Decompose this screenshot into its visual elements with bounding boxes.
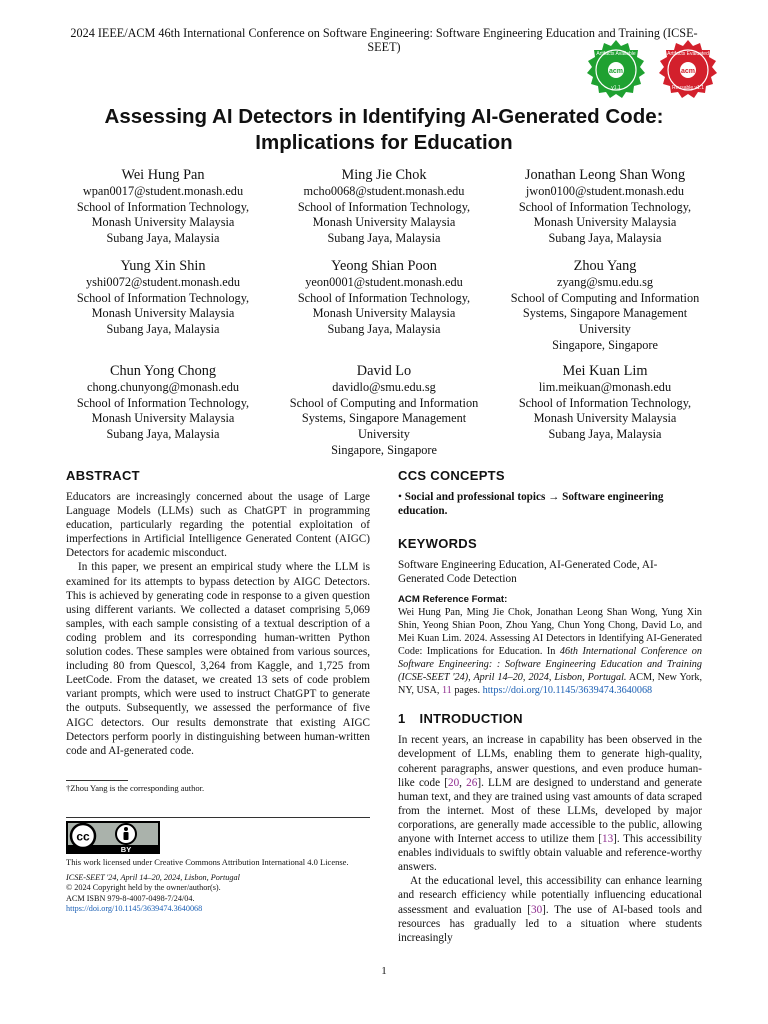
author-email: yeon0001@student.monash.edu	[305, 275, 463, 289]
author-affiliation: School of Information Technology,	[297, 199, 471, 214]
intro-text: ]. LLM are designed to understand and generate human text, and they are trained using vast amounts of data scraped from the internet. Most of these LLMs, developed by major corporations, are generally made accessible to the public, allowing anyone with Internet access to utilize them [	[398, 776, 703, 846]
cc-by-license-icon	[66, 821, 160, 854]
reference-pages-word: pages.	[451, 685, 481, 697]
section-title: INTRODUCTION	[419, 711, 523, 727]
author-name: Yung Xin Shin	[120, 258, 206, 274]
author-affiliation: Monash University Malaysia	[91, 411, 235, 426]
author-affiliation: Subang Jaya, Malaysia	[548, 427, 662, 442]
citation-link[interactable]: 30	[530, 903, 543, 916]
bullet: •	[398, 491, 402, 503]
artifact-badges	[584, 38, 728, 102]
author-name: Yeong Shian Poon	[331, 258, 437, 274]
author-affiliation: Monash University Malaysia	[533, 215, 677, 230]
venue-header: 2024 IEEE/ACM 46th International Conference on Software Engineering: Software Engineering Education and Training (ICSE-SEET)	[70, 26, 698, 54]
page-number: 1	[381, 965, 387, 977]
author-affiliation: Subang Jaya, Malaysia	[106, 231, 220, 246]
ccs-heading: CCS CONCEPTS	[398, 468, 505, 483]
license-statement: This work licensed under Creative Commons Attribution International 4.0 License.	[66, 857, 349, 867]
svg-text:BY: BY	[120, 845, 132, 854]
author-card	[498, 362, 712, 443]
intro-paragraph	[398, 733, 702, 874]
keywords-text: Software Engineering Education, AI-Generated Code, AI-Generated Code Detection	[398, 559, 658, 586]
artifacts-evaluated-badge	[656, 38, 720, 102]
right-column	[398, 468, 702, 945]
citation-link[interactable]: 20	[447, 776, 460, 789]
reference-doi-link[interactable]: https://doi.org/10.1145/3639474.3640068	[482, 685, 653, 697]
author-card	[277, 166, 491, 247]
author-affiliation: Monash University Malaysia	[533, 411, 677, 426]
abstract-heading: ABSTRACT	[66, 468, 140, 483]
conference-info: ICSE-SEET '24, April 14–20, 2024, Lisbon, Portugal	[66, 873, 240, 882]
author-card	[498, 166, 712, 247]
author-email: jwon0100@student.monash.edu	[525, 184, 685, 198]
author-card	[277, 362, 491, 459]
author-card	[498, 257, 712, 354]
author-affiliation: Systems, Singapore Management	[522, 306, 688, 321]
author-name: Zhou Yang	[573, 258, 637, 274]
ccs-text: Social and professional topics → Software engineering education.	[398, 491, 664, 518]
section-number: 1	[398, 711, 406, 727]
keywords-heading: KEYWORDS	[398, 536, 477, 552]
author-affiliation: Monash University Malaysia	[91, 306, 235, 321]
author-email: zyang@smu.edu.sg	[556, 275, 654, 289]
author-affiliation: School of Computing and Information	[510, 290, 700, 305]
abstract-paragraph: Educators are increasingly concerned about the usage of Large Language Models (LLMs) such as ChatGPT in programming education, particularly regarding the potential exploitation of imperfections in Artificial Intelligence Generated Content (AIGC) Detectors for academic misconduct.	[66, 491, 370, 560]
author-affiliation: School of Information Technology,	[76, 395, 250, 410]
author-affiliation: Systems, Singapore Management	[301, 411, 467, 426]
author-affiliation: School of Information Technology,	[76, 199, 250, 214]
author-affiliation: Monash University Malaysia	[312, 306, 456, 321]
author-affiliation: Subang Jaya, Malaysia	[106, 322, 220, 337]
svg-text:Reusable v1.1: Reusable v1.1	[672, 85, 704, 91]
intro-paragraph	[398, 874, 702, 944]
author-name: Chun Yong Chong	[109, 363, 217, 379]
abstract-paragraph: In this paper, we present an empirical study where the LLM is examined for its attempts to bypass detection by AIGC Detectors. This is achieved by generating code in response to a given question using different variants. We collected a dataset comprising 5,069 samples, with each sample consisting of a textual description of a coding problem and its corresponding human-written Python solution codes. These samples were obtained from various sources, including 80 from Quescol, 3,264 from Kaggle, and 1,725 from LeetCode. From the dataset, we created 13 sets of code problem variant prompts, which were used to instruct ChatGPT to generate the outputs. Subsequently, we assessed the performance of five AIGC detectors. Our results demonstrate that existing AIGC Detectors perform poorly in distinguishing between human-written code and AI-generated code.	[66, 561, 370, 757]
author-card	[56, 362, 270, 443]
reference-venue: 46th International Conference on Software Engineering: : Software Engineering Education and Training (ICSE-SEET '24), April 14–20, 2024, Lisbon, Portugal.	[398, 646, 702, 684]
svg-text:cc: cc	[76, 829, 90, 844]
svg-text:v1.1: v1.1	[611, 85, 621, 91]
copyright-line: © 2024 Copyright held by the owner/author(s).	[66, 883, 221, 893]
corresponding-author-footnote: †Zhou Yang is the corresponding author.	[66, 783, 205, 793]
footnote-divider	[66, 780, 128, 781]
author-card	[277, 257, 491, 338]
author-email: davidlo@smu.edu.sg	[332, 380, 436, 394]
intro-text: At the educational level, this accessibility can enhance learning and research efficiency while potentially influencing educational assessment and evaluation [	[398, 875, 702, 916]
title-line-2: Implications for Education	[255, 131, 513, 154]
reference-publisher: ACM, New York, NY, USA,	[398, 672, 703, 697]
citation-link[interactable]: 13	[601, 833, 614, 846]
author-affiliation: Singapore, Singapore	[552, 337, 658, 352]
author-name: Mei Kuan Lim	[562, 363, 648, 379]
title-line-1: Assessing AI Detectors in Identifying AI-Generated Code:	[104, 105, 664, 128]
publication-info	[66, 873, 370, 915]
author-affiliation: School of Information Technology,	[76, 290, 250, 305]
acm-reference-heading: ACM Reference Format:	[398, 594, 508, 606]
artifacts-available-badge	[584, 38, 648, 102]
author-affiliation: School of Information Technology,	[518, 199, 692, 214]
reference-pages[interactable]: 11	[441, 685, 452, 697]
left-column	[66, 468, 370, 758]
author-affiliation: School of Computing and Information	[289, 395, 479, 410]
author-card	[56, 257, 270, 338]
author-email: yshi0072@student.monash.edu	[85, 275, 241, 289]
svg-text:Artifacts Available: Artifacts Available	[596, 51, 636, 57]
author-email: chong.chunyong@monash.edu	[86, 380, 240, 394]
author-affiliation: University	[579, 322, 631, 337]
intro-text: ]. The use of AI-based tools and resources has gradually led to a situation where students increasingly	[398, 903, 702, 944]
author-email: wpan0017@student.monash.edu	[82, 184, 244, 198]
paper-title	[40, 104, 728, 156]
author-affiliation: Subang Jaya, Malaysia	[106, 427, 220, 442]
author-affiliation: Subang Jaya, Malaysia	[327, 322, 441, 337]
author-affiliation: Singapore, Singapore	[331, 442, 437, 457]
author-affiliation: Subang Jaya, Malaysia	[327, 231, 441, 246]
acm-reference-text	[398, 606, 702, 697]
author-affiliation: Subang Jaya, Malaysia	[548, 231, 662, 246]
citation-link[interactable]: 26	[466, 776, 478, 789]
intro-text: In recent years, an increase in capability has been observed in the development of LLMs, enabling them to generate high-quality, coherent paragraphs, answer questions, and even produce human-like code [	[398, 734, 702, 789]
isbn-line: ACM ISBN 979-8-4007-0498-7/24/04.	[66, 893, 195, 903]
introduction-heading	[398, 711, 702, 727]
intro-text: ]. This accessibility enables individuals to swiftly obtain valuable and reference-worthy answers.	[398, 833, 702, 874]
license-divider	[66, 817, 370, 818]
author-email: mcho0068@student.monash.edu	[303, 184, 465, 198]
svg-text:Artifacts Evaluated: Artifacts Evaluated	[667, 51, 709, 57]
author-email: lim.meikuan@monash.edu	[538, 380, 672, 394]
author-name: David Lo	[356, 363, 412, 379]
author-affiliation: Monash University Malaysia	[91, 215, 235, 230]
author-name: Jonathan Leong Shan Wong	[524, 167, 686, 183]
svg-text:acm: acm	[608, 68, 624, 75]
intro-text: ,	[459, 776, 467, 789]
author-affiliation: School of Information Technology,	[297, 290, 471, 305]
doi-link[interactable]: https://doi.org/10.1145/3639474.3640068	[66, 904, 203, 914]
ccs-concepts	[398, 490, 702, 518]
author-affiliation: School of Information Technology,	[518, 395, 692, 410]
author-name: Ming Jie Chok	[341, 167, 427, 183]
author-affiliation: University	[358, 427, 410, 442]
svg-text:acm: acm	[680, 68, 696, 75]
author-card	[56, 166, 270, 247]
author-name: Wei Hung Pan	[121, 167, 205, 183]
reference-body: Wei Hung Pan, Ming Jie Chok, Jonathan Leong Shan Wong, Yung Xin Shin, Yeong Shian Poon, Zhou Yang, Chun Yong Chong, David Lo, and Mei Kuan Lim. 2024. Assessing AI Detectors in Identifying AI-Generated Code: Implications for Education. In	[398, 607, 702, 658]
author-affiliation: Monash University Malaysia	[312, 215, 456, 230]
